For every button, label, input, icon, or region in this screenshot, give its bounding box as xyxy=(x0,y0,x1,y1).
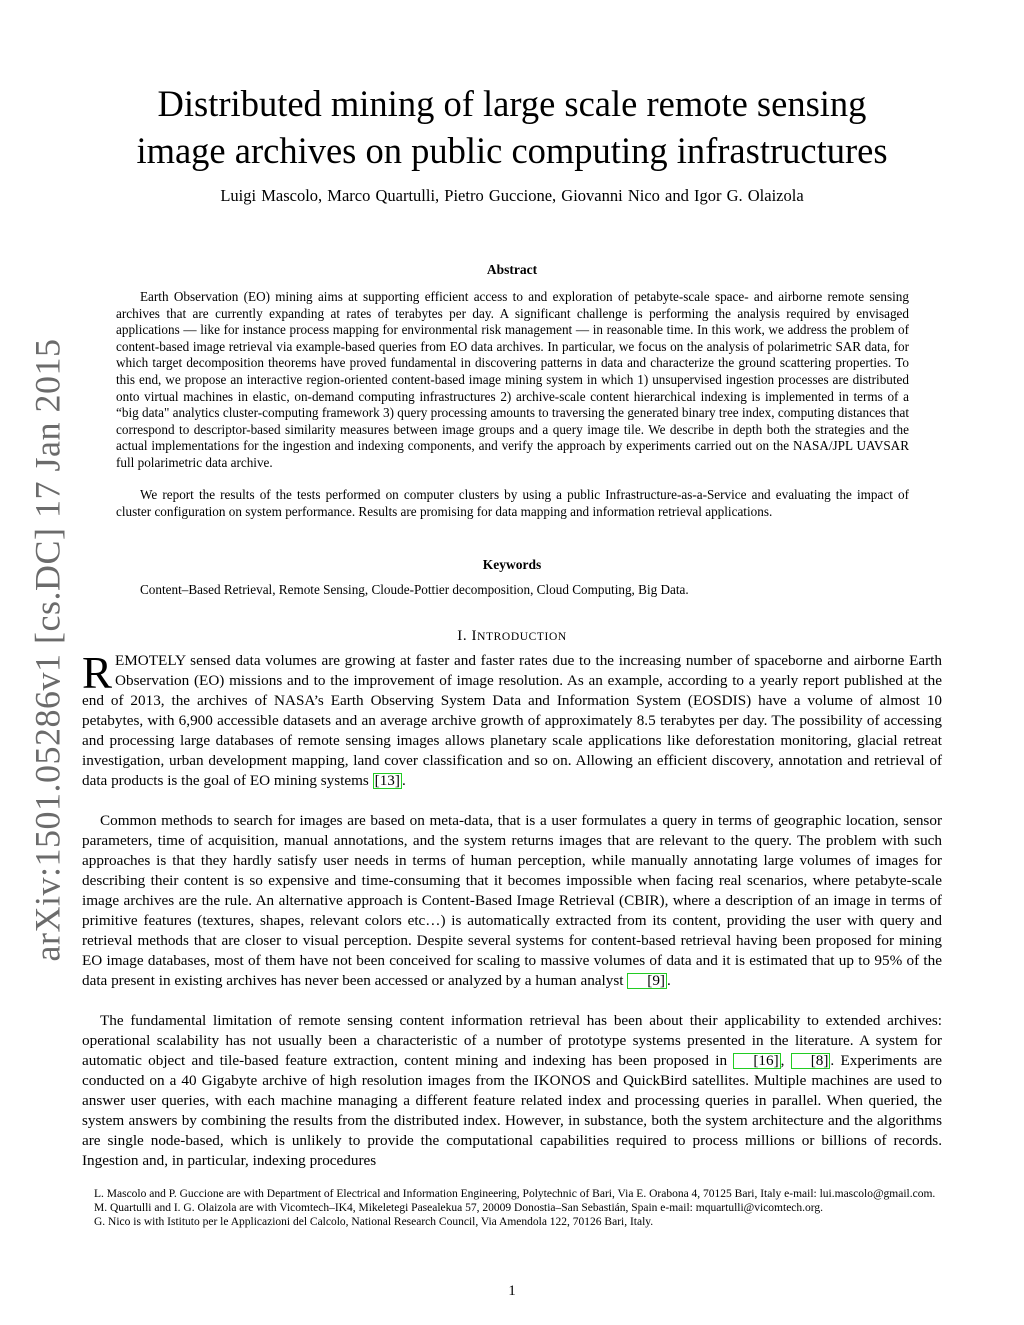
citation-link-16[interactable]: [16] xyxy=(733,1053,780,1069)
paper-title xyxy=(80,80,944,174)
keywords-heading: Keywords xyxy=(482,557,542,572)
paper-title-line-2: image archives on public computing infrastructures xyxy=(136,130,888,171)
citation-link-8[interactable]: [8] xyxy=(791,1053,831,1069)
paper-title-line-1: Distributed mining of large scale remote sensing xyxy=(157,83,867,124)
section-title-rest: NTRODUCTION xyxy=(477,631,567,643)
intro-paragraph-2 xyxy=(82,811,942,991)
intro-paragraph-3-text-b: . Experiments are conducted on a 40 Gigabyte archive of high resolution images from the IKONOS and QuickBird satellites. Multiple machines are used to answer user queries, with each machine managing a different feature related index and processing queries in parallel. When queried, the system answers by combining the results from the distributed index. However, in substance, both the system architecture and the algorithms are single node-based, which is unlikely to provide the computational capabilities required to process millions or billions of records. Ingestion and, in particular, indexing procedures xyxy=(82,1052,942,1169)
abstract-paragraph-2: We report the results of the tests performed on computer clusters by using a public Infrastructure-as-a-Service and evaluating the impact of cluster configuration on system performance. Results are promising for data mapping and information retrieval applications. xyxy=(116,487,909,519)
citation-separator: , xyxy=(780,1052,791,1069)
intro-paragraph-3-text-a: The fundamental limitation of remote sensing content information retrieval has been about their applicability to extended archives: operational scalability has not usually been a characteristic of a number of prototype systems presented in the literature. A system for automatic object and tile-based feature extraction, content mining and indexing has been proposed in xyxy=(82,1012,942,1069)
intro-smallcaps: EMOTELY xyxy=(115,652,186,669)
footnote-mascolo-guccione: L. Mascolo and P. Guccione are with Department of Electrical and Information Engineering, Polytechnic of Bari, Via E. Orabona 4, 70125 Bari, Italy e-mail: lui.mascolo@gmail.com. xyxy=(94,1188,936,1200)
section-heading-introduction xyxy=(0,627,1024,646)
page-number: 1 xyxy=(508,1283,516,1299)
author-list: Luigi Mascolo, Marco Quartulli, Pietro Guccione, Giovanni Nico and Igor G. Olaizola xyxy=(220,186,804,205)
intro-paragraph-1 xyxy=(82,648,942,791)
intro-paragraph-1-end: . xyxy=(401,772,406,789)
section-number: I. xyxy=(457,628,472,644)
footnote-nico: G. Nico is with Istituto per le Applicazioni del Calcolo, National Research Council, Via Amendola 122, 70126 Bari, Italy. xyxy=(94,1216,654,1228)
arxiv-identifier xyxy=(22,338,72,962)
drop-cap: R xyxy=(82,648,113,698)
intro-paragraph-2-text: Common methods to search for images are based on meta-data, that is a user formulates a query in terms of geographic location, sensor parameters, time of acquisition, manual annotations, and the system returns images that are relevant to the query. The problem with such approaches is that they hardly satisfy user needs in terms of human perception, while manually annotating large volumes of images for describing their content is so expensive and time-consuming that it becomes impossible when facing real scenarios, where petabyte-scale image archives are the rule. An alternative approach is Content-Based Image Retrieval (CBIR), where a description of an image in terms of primitive features (textures, shapes, relevant colors etc…) is automatically extracted from its content, providing the user with query and retrieval methods that are closer to visual perception. Despite several systems for content-based retrieval having been proposed for mining EO image databases, most of them have not been conceived for scaling to massive volumes of data and it is estimated that up to 95% of the data present in existing archives has never been accessed or analyzed by a human analyst xyxy=(82,812,942,989)
intro-paragraph-2-end: . xyxy=(667,972,671,989)
citation-link-13[interactable]: [13] xyxy=(374,772,400,789)
intro-paragraph-3 xyxy=(82,1011,942,1171)
arxiv-identifier-text: arXiv:1501.05286v1 [cs.DC] 17 Jan 2015 xyxy=(27,338,67,962)
abstract-paragraph-1: Earth Observation (EO) mining aims at supporting efficient access to and exploration of petabyte-scale space- and airborne remote sensing archives that are currently expanding at rates of terabytes per day. A significant challenge is performing the analysis required by envisaged applications — like for instance process mapping for environmental risk management — in reasonable time. In this work, we address the problem of content-based image retrieval via example-based queries from EO data archives. In particular, we focus on the analysis of polarimetric SAR data, for which target decomposition theorems have proved fundamental in discovering patterns in data and characterize the ground scattering properties. To this end, we propose an interactive region-oriented content-based image mining system in which 1) unsupervised ingestion processes are distributed onto virtual machines in elastic, on-demand computing infrastructures 2) archive-scale content hierarchical indexing is implemented in terms of a “big data" analytics cluster-computing framework 3) query processing amounts to traversing the generated binary tree index, computing distances that correspond to descriptor-based similarity measures between image groups and a query image tile. We describe in depth both the strategies and the actual implementations for the ingestion and indexing components, and verify the approach by experiments carried out on the NASA/JPL UAVSAR full polarimetric data archive. xyxy=(116,289,909,470)
intro-paragraph-1-text: sensed data volumes are growing at faster and faster rates due to the increasing number of spaceborne and airborne Earth Observation (EO) missions and to the improvement of image resolution. As an example, according to a yearly report published at the end of 2013, the archives of NASA’s Earth Observing System Data and Information System (EOSDIS) have a volume of almost 10 petabytes, with 6,900 accessible datasets and an average archive growth of approximately 8.5 terabytes per day. The possibility of accessing and processing large databases of remote sensing images allows planetary scale applications like deforestation monitoring, glacial retreat investigation, urban development mapping, land cover classification and so on. Allowing an efficient discovery, annotation and retrieval of data products is the goal of EO mining systems xyxy=(82,652,942,789)
abstract-heading: Abstract xyxy=(486,262,538,277)
citation-link-9[interactable]: [9] xyxy=(627,973,667,989)
keywords-list: Content–Based Retrieval, Remote Sensing, Cloude-Pottier decomposition, Cloud Computing, Big Data. xyxy=(140,582,689,597)
section-title-initial: I xyxy=(471,628,478,644)
author-footnotes xyxy=(82,1187,942,1229)
footnote-quartulli-olaizola: M. Quartulli and I. G. Olaizola are with Vicomtech–IK4, Mikeletegi Pasealekua 57, 20009 Donostia–San Sebastián, Spain e-mail: mquartulli@vicomtech.org. xyxy=(94,1202,824,1214)
